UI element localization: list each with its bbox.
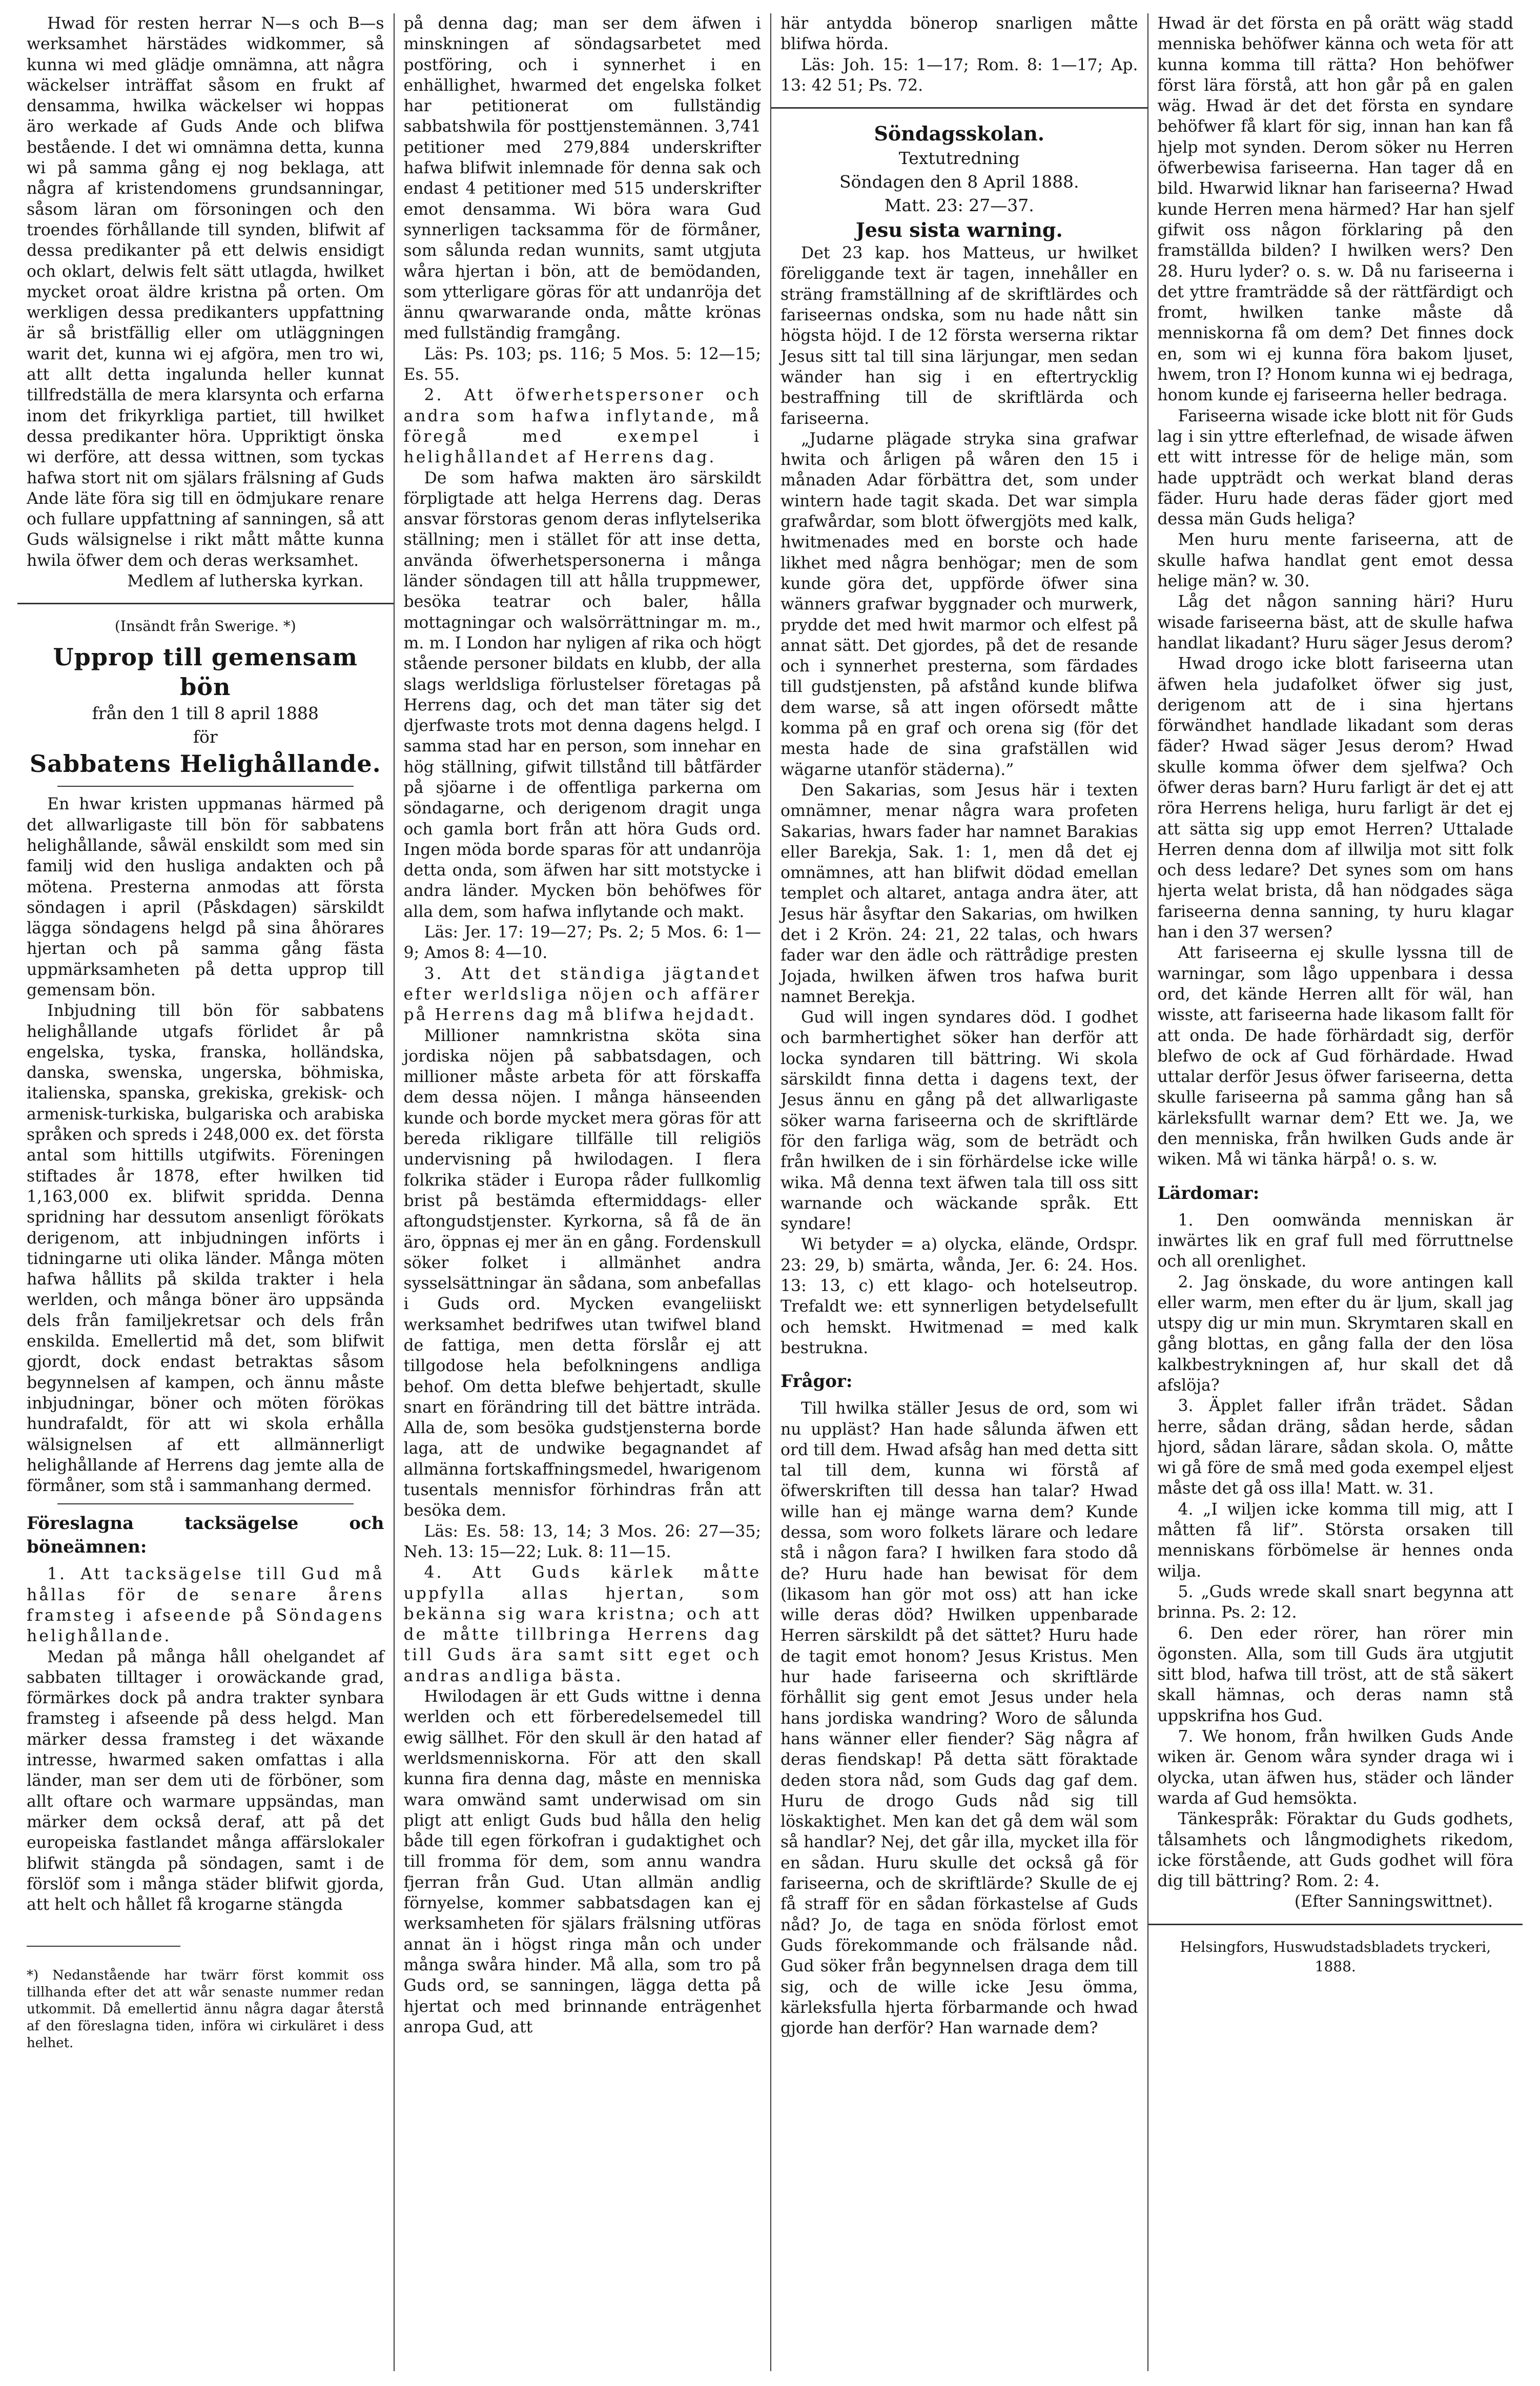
lesson-item: 3. Äpplet faller ifrån trädet. Sådan herre, sådan dräng, sådan herde, sådan hjord, sådan lärare, sådan skola. O, måtte wi gå före de små med goda exempel eljest måste det gå oss illa! Matt. w. 31.	[1157, 1397, 1513, 1498]
questions-heading: Frågor:	[781, 1371, 853, 1392]
footnote: *) Nedanstående har twärr först kommit oss tillhanda efter det att wår senaste nummer redan utkommit. Då emellertid ännu några dagar återstå af den föreslagna tiden, införa wi cirkuläret i dess helhet.	[27, 1968, 384, 2051]
column-4	[1148, 13, 1523, 2371]
footnote-rule	[27, 1946, 180, 1947]
column-1	[17, 13, 394, 2371]
article-title: Söndagsskolan.	[874, 122, 1045, 146]
body-paragraph: här antydda bönerop snarligen måtte blifwa hörda.	[781, 14, 1138, 54]
item-body: Hwilodagen är ett Guds wittne i denna werlden och ett förberedelsemedel till ewig sällhet. För den skull är den hatad af werldsmenniskorna. För att den skall kunna fira denna dag, måste en menniska wara omwänd samt underwisad om sin pligt att enligt Guds bud hålla den helig både till egen förkofran i gudaktighet och till fromma för dem, som annu wandra fjerran från Gud. Utan allmän andlig förnyelse, kommer sabbatsdagen kan ej werksamheten för själars frälsning utföras annat än i högst ringa mån och under många swåra hinder. Må alla, som tro på Guds ord, se sanningen, lägga detta på hjertat och med brinnande enträgenhet anropa Gud, att	[403, 1687, 761, 2036]
item-body: Millioner namnkristna sköta sina jordiska nöjen på sabbatsdagen, och millioner måste arbeta för att förskaffa dem dessa nöjen. I många hänseenden kunde och borde mycket mera göras för att bereda rikligare tillfälle till religiös undervisning på hwilodagen. I flera folkrika städer i Europa råder fullkomlig brist på bestämda eftermiddags- eller aftongudstjenster. Kyrkorna, så få de än äro, öppnas ej mer än en gång. Fordenskull söker folket i allmänhet andra sysselsättningar än sådana, som anbefallas i Guds ord. Mycken evangeliiskt werksamhet bedrifwes utan twifwel bland de fattiga, men detta förslår ej att tillgodose hela befolkningens andliga behof. Om detta blefwe behjertadt, skulle snart en förändring till det bättre inträda. Alla de, som besöka gudstjensterna borde laga, att de undwike begagnandet af allmänna fortskaffningsmedel, hwarigenom tusentals mennisfor förhindras från att besöka dem.	[403, 1026, 761, 1520]
body-paragraph: Hwad är det första en på orätt wäg stadd menniska behöfwer känna och weta för att kunna komma till rätta? Hon behöfwer först lära förstå, att hon går på en galen wäg. Hwad är det det första en syndare behöfwer få klart för sig, innan han kan få hjelp mot synden. Derom söker nu Herren öfwerbewisa fariseerna. Han tager då en bild. Hwarwid liknar han fariseerna? Hwad kunde Herren mena härmed? Har han sjelf gifwit oss någon förklaring på den framställda bilden? I hwilken wers? Den 28. Huru lyder? o. s. w. Då nu fariseerna i det yttre framträdde så der rättfärdigt och fromt, hwilken tanke måste då menniskorna få om dem? Det finnes dock en, som wi ej kunna föra bakom ljuset, hwem, tron I? Honom kunna wi ej bedraga, honom kunde ej fariseerna heller bedraga.	[1157, 14, 1513, 405]
article-subtitle: Textutredning	[898, 148, 1020, 169]
body-paragraph: Att fariseerna ej skulle lyssna till de warningar, som lågo uppenbara i dessa ord, det kände Herren allt för wäl, han wisste, att fariseerna hade likasom fallt för att onda. De hade förhärdadt sig, derför blefwo de ock af Gud förhärdade. Hwad uttalar derför Jesus öfwer fariseerna, detta skulle fariseerna på samma gång han så kärleksfullt warnar dem? Ett we. Ja, we den menniska, från hwilken Guds ande är wiken. Må wi tänka härpå! o. s. w.	[1157, 944, 1513, 1169]
body-paragraph: Låg det någon sanning häri? Huru wisade fariseerna bäst, att de skulle hafwa handlat likadant? Huru säger Jesus derom?	[1157, 593, 1513, 652]
lesson-item: 4. „I wiljen icke komma till mig, att I måtten få lif”. Största orsaken till menniskans förbömelse är hennes onda wilja.	[1157, 1500, 1513, 1581]
item-heading: 4. Att Guds kärlek måtte uppfylla allas hjertan, som bekänna sig wara kristna; och att de måtte tillbringa Herrens dag till Guds ära samt sitt eget och andras andliga bästa.	[403, 1563, 761, 1685]
title-divider	[57, 786, 354, 787]
item-heading: 3. Att det ständiga jägtandet efter werldsliga nöjen och affärer på Herrens dag må blifwa hejdadt.	[403, 964, 761, 1025]
item-heading: 1. Att tacksägelse till Gud må hållas för de senare årens framsteg i afseende på Söndagens helighållande.	[27, 1565, 384, 1646]
item-heading: 2. Att öfwerhetspersoner och andra som hafwa inflytande, må föregå med exempel i helighållandet af Herrens dag.	[403, 386, 761, 467]
lesson-item: 1. Den oomwända menniskan är inwärtes lik en graf full med förruttnelse och all orenlighet.	[1157, 1211, 1513, 1271]
item-body: De som hafwa makten äro särskildt förpligtade att helga Herrens dag. Deras ansvar förstoras genom deras inflytelserika ställning; men i stället för att inse detta, använda öfwerhetspersonerna i många länder söndagen till att hålla truppmewer, besöka teatrar och baler, hålla mottagningar och walsörrättningar m. m., m. m. I London har nyligen af rika och högt stående personer bildats en klubb, der alla slags werldsliga förlustelser företagas på Herrens dag, och det man täter sig det djerfwaste trots mot denna dagens helgd. I samma stad har en person, som innehar en hög ställning, gifwit tillstånd till båtfärder på sjöarne i de offentliga parkerna om söndagarne, och derigenom dragit unga och gamla bort från att höra Guds ord. Ingen möda borde sparas för att undanröja detta onda, som äfwen har sitt motstycke i andra länder. Mycken bön behöfwes för alla dem, som hafwa inflytande och makt.	[403, 468, 761, 921]
lesson-item: Tänkespråk: Föraktar du Guds godhets, tålsamhets och långmodighets rikedom, icke förstående, att Guds godhet will föra dig till bättring? Rom. 2: 4.	[1157, 1810, 1513, 1891]
reading-reference: Läs: Es. 58: 13, 14; 3 Mos. 26: 27—35; Neh. 13: 15—22; Luk. 8: 11—15.	[403, 1522, 761, 1561]
article-title-2: Sabbatens Helighållande.	[29, 750, 381, 778]
body-paragraph: på denna dag; man ser dem äfwen i minskningen af söndagsarbetet med postföring, och i synnerhet i en enhällighet, hwarmed det engelska folket har petitionerat om fullständig sabbatshwila för posttjenstemännen. 3,741 petitioner med 279,884 underskrifter hafwa blifwit inlemnade för denna sak och endast 4 petitioner med 515 underskrifter emot densamma. Wi böra wara Gud synnerligen tacksamma för de förmåner, som sålunda redan wunnits, samt utgjuta wåra hjertan i bön, att de bemödanden, som ytterligare göras för att undanröja det ännu qwarwarande onda, måtte krönas med fullständig framgång.	[403, 14, 761, 343]
body-paragraph: En hwar kristen uppmanas härmed på det allwarligaste till bön för sabbatens helighållande, såwäl enskildt som med sin familj wid den husliga andakten och på mötena. Presterna anmodas att första söndagen i april (Påskdagen) särskildt lägga söndagens helgd på sina åhörares hjertan och på samma gång fästa uppmärksamheten på detta upprop till gemensam bön.	[27, 795, 384, 1000]
section-divider	[771, 107, 1147, 109]
reading-reference: Läs: Jer. 17: 19—27; Ps. 2; 5 Mos. 6: 1—9; Amos 8: 4—10.	[403, 923, 761, 963]
article-title: Upprop till gemensam bön	[53, 643, 358, 701]
reading-reference: Läs: Joh. 15: 1—17; Rom. 8: 1—17; Ap. 13: 42 51; Ps. 72.	[781, 55, 1138, 95]
lesson-item: 6. Den eder rörer, han rörer min ögonsten. Alla, som till Guds ära utgjutit sitt blod, hafwa till tröst, att de stå säkert skall hämnas, och deras namn stå uppskrifna hos Gud.	[1157, 1624, 1513, 1725]
body-paragraph: Inbjudning till bön för sabbatens helighållande utgafs förlidet år på engelska, tyska, franska, holländska, danska, swenska, ungerska, böhmiska, italienska, spanska, grekiska, grekisk- och armenisk-turkiska, bulgariska och arabiska språken och spreds i 248,000 ex. det första antal som hittills utgifwits. Föreningen stiftades år 1878, efter hwilken tid 1,163,000 ex. blifwit spridda. Denna spridning har dessutom ansenligt förökats derigenom, att inbjudningen införts i tidningarne uti olika länder. Många möten hafwa hållits på skilda trakter i hela werlden, och många böner äro uppsända dels från familjekretsar och dels från enskilda. Emellertid må det, som blifwit gjordt, dock endast betraktas såsom begynnelsen af kampen, och ännu måste inbjudningar, böner och möten förökas hundrafaldt, för att wi skola erhålla wälsignelsen af ett allmännerligt helighållande af Herrens dag jemte alla de förmåner, som stå i sammanhang dermed.	[27, 1002, 384, 1496]
section-divider	[17, 603, 394, 604]
body-paragraph: Gud will ingen syndares död. I godhet och barmhertighet söker han derför att locka syndaren till bättring. Wi skola särskildt finna detta i dagens text, der Jesus ännu en gång på det allwarligaste söker warna fariseerna och de skriftlärde för den farliga wäg, som de beträdt och från hwilken de i sin förhärdelse icke wille wika. Må denna text äfwen tala till oss sitt warnande och wäckande språk. Ett syndare!	[781, 1008, 1138, 1234]
body-paragraph: Det 23 kap. hos Matteus, ur hwilket föreliggande text är tagen, innehåller en sträng framställning af de skriftlärdes och fariseernas ondska, som nu hade nått sin högsta höjd. I de 12 första werserna riktar Jesus sitt tal till sina lärjungar, men sedan wänder han sig i en eftertrycklig bestraffning till de skriftlärda och fariseerna.	[781, 244, 1138, 428]
lesson-item: 7. We honom, från hwilken Guds Ande wiken är. Genom wåra synder draga wi i olycka, utan äfwen hus, städer och länder warda af Gud hemsökta.	[1157, 1727, 1513, 1808]
scripture-reference: Matt. 23: 27—37.	[884, 195, 1034, 216]
section-heading: Föreslagna tacksägelse och böneämnen:	[27, 1513, 384, 1558]
column-2	[395, 13, 771, 2371]
printer-credit: Helsingfors, Huswudstadsbladets tryckeri, 1888.	[1180, 1938, 1491, 1975]
body-paragraph: Men huru mente fariseerna, att de skulle hafwa handlat gent emot dessa helige män? w. 30.	[1157, 531, 1513, 591]
source-credit: (Efter Sanningswittnet).	[1294, 1892, 1493, 1911]
article-date: Söndagen den 8 April 1888.	[839, 172, 1079, 192]
columns	[17, 13, 1523, 2371]
signature: Medlem af lutherska kyrkan.	[127, 572, 364, 591]
body-paragraph: Den Sakarias, som Jesus här i texten omnämner, menar några wara profeten Sakarias, hwars fader har namnet Barakias eller Barekja, Sak. 1: 1, men då det ej omnämnes, att han blifwit dödad emellan templet och altaret, antaga andra äter, att Jesus här åsyftar den Sakarias, om hwilken det i 2 Krön. 24: 21, 22 talas, och hwars fader war den ädle och rättrådige presten Jojada, hwilken äfwen tros hafwa burit namnet Berekja.	[781, 781, 1138, 1006]
lesson-item: 5. „Guds wrede skall snart begynna att brinna. Ps. 2: 12.	[1157, 1582, 1513, 1622]
body-paragraph: Fariseerna wisade icke blott nit för Guds lag i sin yttre efterlefnad, de wisade äfwen ett witt intresse för de helige män, som hade uppträdt och werkat bland deras fäder. Huru hade deras fäder gjort med dessa män Guds heliga?	[1157, 406, 1513, 529]
article-for: för	[193, 727, 218, 747]
section-divider	[57, 1503, 354, 1504]
reading-reference: Läs: Ps. 103; ps. 116; 5 Mos. 5: 12—15; Es. 55.	[403, 344, 761, 384]
lesson-item: 2. Jag önskade, du wore antingen kall eller warm, men efter du är ljum, skall jag utspy dig ur min mun. Skrymtaren skall en gång blottas, en gång falla der den lösa kalkbestrykningen af, hur skall det då afslöja?	[1157, 1273, 1513, 1395]
lessons-heading: Lärdomar:	[1157, 1182, 1260, 1204]
article-subtitle: från den 1 till 8 april 1888	[92, 703, 319, 724]
lesson-heading: Jesu sista warning.	[855, 218, 1063, 242]
body-paragraph: „Judarne plägade stryka sina grafwar hwita och årligen på wåren den 15 i månaden Adar förbättra det, som under wintern hade tagit skada. Det war simpla grafwårdar, som blott öfwergjöts med kalk, hwitmenades med en borste och hade likhet med några benhögar; men de som kunde göra det, uppförde öfwer sina wänners grafwar byggnader och murwerk, prydde det med hwit marmor och elfest på annat sätt. Det gjordes, på det de resande och i synnerhet presterna, som färdades till gudstjensten, på afstånd kunde blifwa dem warse, så att ingen oförsedt måtte komma på en graf och orena sig (för det mesta hade de sina grafställen wid wägarne utanför städerna).”	[781, 430, 1138, 779]
word-explanations: Wi betyder = a) olycka, elände, Ordspr. 23: 29, b) smärta, wånda, Jer. 6: 24. Hos. 13: 13, c) ett klago- och hotelseutrop. Trefaldt we: ett synnerligen betydelsefullt och hemskt. Hwitmenad = med kalk bestrukna.	[781, 1235, 1138, 1357]
body-paragraph: Hwad drogo icke blott fariseerna utan äfwen hela judafolket öfwer sig just, derigenom att de i sina hjertans förwändhet handlade likadant som deras fäder? Hwad säger Jesus derom? Hwad skulle komma öfwer dem sjelfwa? Och öfwer deras barn? Huru farligt är det ej att röra Herrens heliga, huru farligt är det ej att sätta sig upp emot Herren? Uttalade Herren denna dom af illwilja mot sitt folk och dess ledare? Det synes som om hans hjerta welat brista, då han nödgades säga fariseerna denna sanning, ty huru klagar han i den 37 wersen?	[1157, 655, 1513, 942]
section-divider	[1148, 1924, 1523, 1925]
column-3	[771, 13, 1147, 2371]
sent-from-note: (Insändt från Swerige. *)	[114, 618, 296, 635]
questions-text: Till hwilka ställer Jesus de ord, som wi nu uppläst? Han hade sålunda äfwen ett ord till dem. Hwad afsåg han med detta sitt tal till dem, kunna wi förstå af öfwerskriften till dessa han talar? Hwad wille han ej mänge warna dem? Kunde dessa, som woro folkets lärare och ledare stå i någon fara? I hwilken fara stodo då de? Huru hade han bewisat för dem (likasom han gör mot oss) att han icke wille deras död? Hwilken uppenbarade Herren särskildt på det sättet? Huru hade de tagit emot honom? Jesus Kristus. Men hur hade fariseerna och skriftlärde förhållit sig gent emot Jesus under hela hans jordiska wandring? Woro de sålunda hans wänner eller fiender? Säg några af deras fiendskap! På detta sätt föraktade deden stora nåd, som Guds dag gaf dem. Huru de drogo Guds nåd sig till löskaktighet. Men kan det gå dem wäl som så handlar? Nej, det går illa, mycket illa för en sådan. Huru skulle det också gå för fariseerna, och de skriftlärde? Skulle de ej få straff för en sådan förkastelse af Guds nåd? Jo, de taga en snöda förlost emot Guds förekommande och frälsande nåd. Gud söker från begynnelsen draga dem till sig, och de wille icke Jesu ömma, kärleksfulla hjerta förbarmande och hwad gjorde han derför? Han warnade dem?	[781, 1399, 1138, 2038]
item-body: Medan på många håll ohelgandet af sabbaten tilltager i orowäckande grad, förmärkes dock på andra trakter synbara framsteg i afseende på dess helgd. Man märker dessa framsteg i det wäxande intresse, hwarmed saken omfattas i alla länder, man ser dem uti de förböner, som allt oftare och warmare uppsändas, man märker dem också deraf, att på det europeiska fastlandet många affärslokaler blifwit stängda på söndagen, samt i de förslöf som i många städer blifwit gjorda, att helt och hållet få krogarne stängda	[27, 1647, 384, 1914]
intro-paragraph: Hwad för resten herrar N—s och B—s werksamhet härstädes widkommer, så kunna wi med glädje omnämna, att några wäckelser inträffat såsom en frukt af densamma, hwilka wäckelser wi hoppas äro werkade af Guds Ande och blifwa bestående. I det wi omnämna detta, kunna wi på samma gång ej nog beklaga, att några af kristendomens grundsanningar, såsom läran om försoningen och den troendes förhållande till synden, blifwit af dessa predikanter på ett delwis ensidigt och oklart, delwis felt sätt utlagda, hwilket mycket oroat äldre kristna på orten. Om werkligen dessa predikanters uppfattning är så bristfällig eller om utläggningen warit det, kunna wi ej afgöra, men tro wi, att allt detta ingalunda heller kunnat tillfredställa de mera klarsynta och erfarna inom det frikyrkliga partiet, till hwilket dessa predikanter höra. Uppriktigt önska wi derföre, att dessa wittnen, som tyckas hafwa stort nit om själars frälsning af Guds Ande läte föra sig till en ödmjukare renare och fullare uppfattning af sanningen, så att Guds wälsignelse i rikt mått måtte kunna hwila öfwer dem och deras werksamhet.	[27, 14, 384, 570]
